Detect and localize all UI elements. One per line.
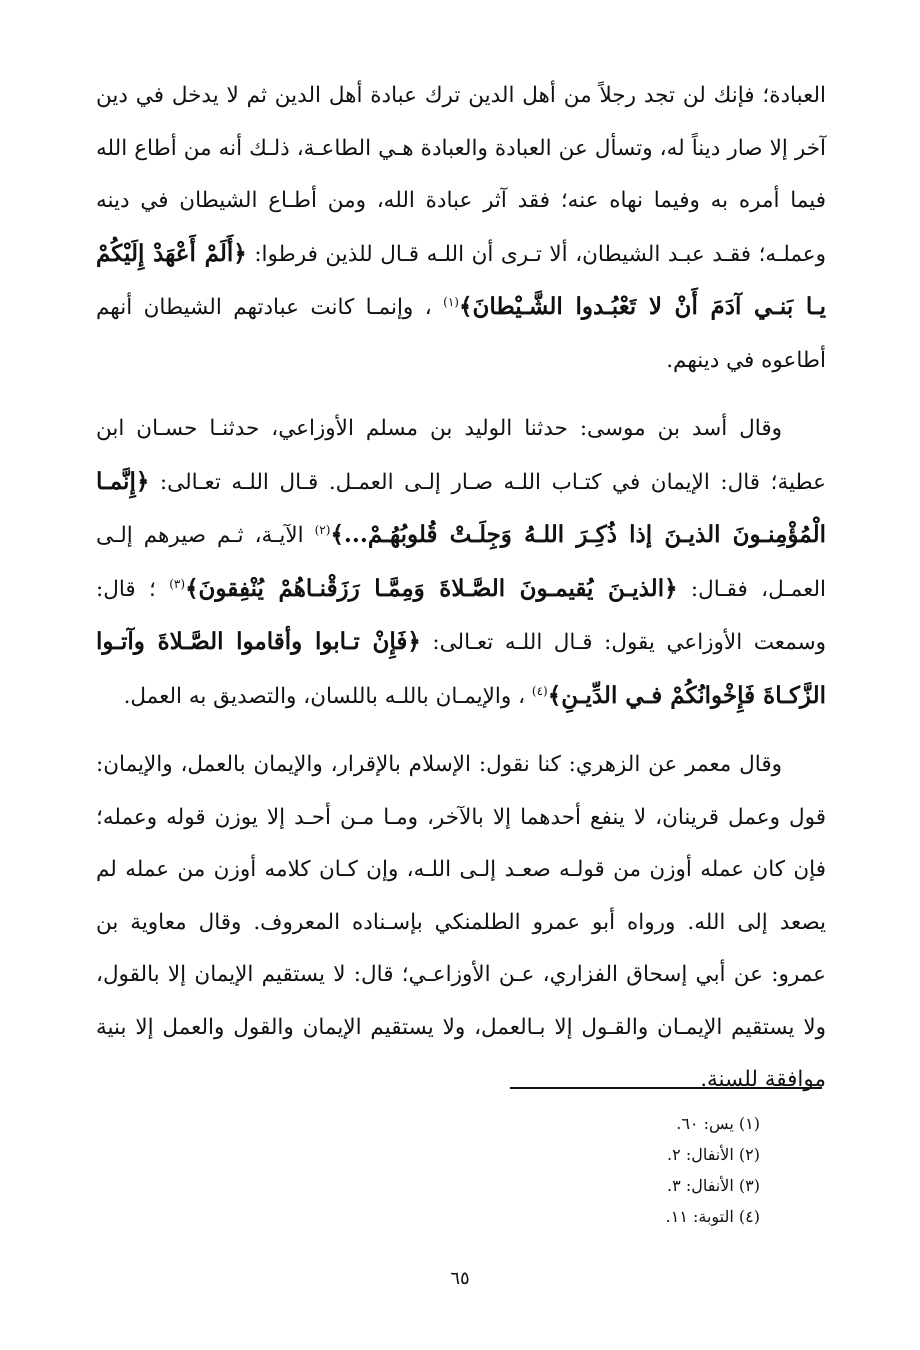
quran-verse-4: ﴿فَإِنْ تـابوا وأقاموا الصَّـلاةَ وآتـوا الزَّكـاةَ فَإِخْوانُكُمْ فـي الدِّيـنِ﴾ <box>96 628 826 709</box>
footnote-3: (٣) الأنفال: ٣. <box>667 1176 760 1195</box>
paragraph-2-text-2: الآيـة، ثـم صيرهم إلـى العمـل، فقـال: <box>96 523 826 602</box>
paragraph-1-text-2: ، وإنمـا كانت عبادتهم الشيطان أنهم أطاعوه في دينهم. <box>96 295 826 373</box>
paragraph-2-text-1: وقال أسد بن موسى: حدثنا الوليد بن مسلم الأوزاعي، حدثنـا حسـان ابن عطية؛ قال: الإيمان في كتـاب اللـه صـار إلـى العمـل. قـال اللـه تعـالى: <box>96 416 826 495</box>
paragraph-3 <box>96 739 826 1107</box>
paragraph-2-text-4: ، والإيمـان باللـه باللسان، والتصديق به العمل. <box>123 683 526 709</box>
paragraph-2-text-3: ؛ قال: وسمعت الأوزاعي يقول: قـال اللـه تعـالى: <box>96 576 826 655</box>
quran-verse-2: ﴿إِنَّمـا الْمُؤْمِنـونَ الذيـنَ إذا ذُكِـرَ اللـهُ وَجِلَـتْ قُلوبُهُـمْ...﴾ <box>96 467 826 548</box>
footnote-divider <box>510 1087 822 1089</box>
footnote-ref-3: (٣) <box>169 576 186 591</box>
footnote-ref-1: (١) <box>443 294 459 309</box>
quran-verse-3: ﴿الذيـنَ يُقيمـونَ الصَّـلاةَ وَمِمَّـا رَزَقْنـاهُمْ يُنْفِقونَ﴾ <box>185 574 678 602</box>
footnote-4: (٤) التوبة: ١١. <box>665 1207 760 1226</box>
footnote-1: (١) يس: ٦٠. <box>676 1114 760 1133</box>
footnote-ref-4: (٤) <box>531 683 548 698</box>
page-body <box>96 70 826 1107</box>
paragraph-1 <box>96 70 826 387</box>
paragraph-3-text-1: وقال معمر عن الزهري: كنا نقول: الإسلام بالإقرار، والإيمان بالعمل، والإيمان: قول وعمل قرينان، لا ينفع أحدهما إلا بالآخر، ومـا مـن أحـد إلا يوزن قوله وعمله؛ فإن كان عمله أوزن من قولـه صعـد إلـى اللـه، وإن كـان كلامه أوزن من عمله لم يصعد إلى الله. ورواه أبو عمرو الطلمنكي بإسـناده المعروف. وقال معاوية بن عمرو: عن أبي إسحاق الفزاري، عـن الأوزاعـي؛ قال: لا يستقيم الإيمان إلا بالقول، ولا يستقيم الإيمـان والقـول إلا بـالعمل، ولا يستقيم الإيمان والقول والعمل إلا بنية موافقة للسنة. <box>96 752 826 1092</box>
quran-verse-1: ﴿أَلَمْ أَعْهَدْ إِلَيْكُمْ يـا بَنـي آدَمَ أَنْ لا تَعْبُـدوا الشَّـيْطانَ﴾ <box>96 239 826 320</box>
paragraph-2 <box>96 403 826 723</box>
page-number: ٦٥ <box>450 1268 470 1289</box>
footnote-ref-2: (٢) <box>314 522 331 537</box>
paragraph-1-text-1: العبادة؛ فإنك لن تجد رجلاً من أهل الدين ترك عبادة أهل الدين ثم لا يدخل في دين آخر إلا صار ديناً له، وتسأل عن العبادة والعبادة هـي الطاعـة، ذلـك أنه من أطاع الله فيما أمره به وفيما نهاه عنه؛ فقد آثر عبادة الله، ومن أطـاع الشيطان في دينه وعملـه؛ فقـد عبـد الشيطان، ألا تـرى أن اللـه قـال للذين فرطوا: <box>96 83 826 267</box>
footnote-2: (٢) الأنفال: ٢. <box>667 1145 760 1164</box>
footnotes <box>520 1108 760 1232</box>
